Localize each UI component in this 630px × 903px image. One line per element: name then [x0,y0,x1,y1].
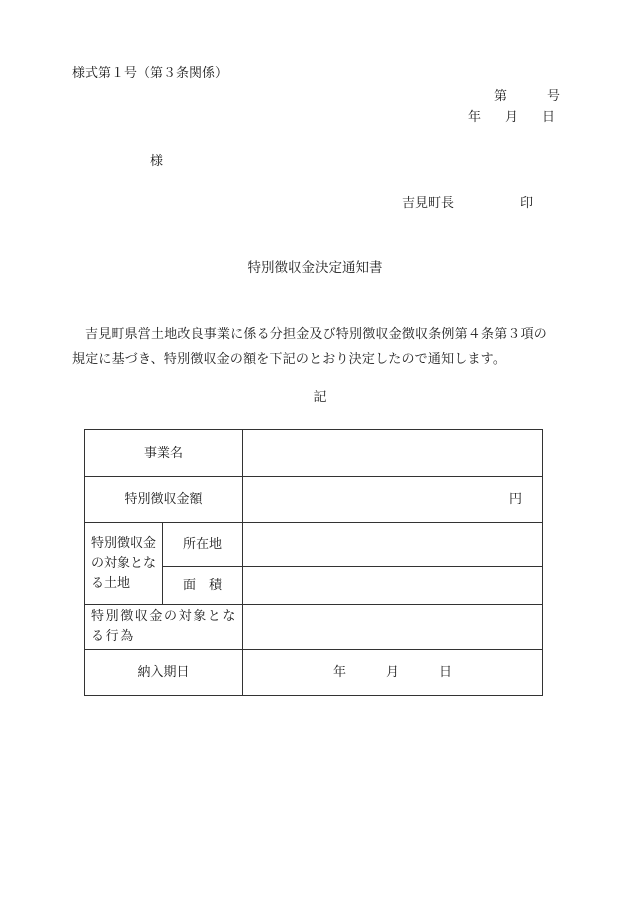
project-name-value [243,430,543,477]
table-row [85,430,543,477]
doc-number-prefix: 第 [494,89,508,104]
doc-number-suffix: 号 [547,89,561,104]
date-year: 年 [468,110,482,125]
issuer [402,197,533,210]
date-month: 月 [505,110,519,125]
area-value [243,567,543,605]
table-row [85,477,543,523]
document-title: 特別徴収金決定通知書 [247,260,383,276]
seal-mark: 印 [520,196,534,211]
issuer-title: 吉見町長 [402,196,455,211]
land-group-label: 特別徴収金の対象となる土地 [85,523,163,605]
addressee-honorific: 様 [150,154,164,169]
date-day: 日 [542,110,556,125]
due-date-value [243,650,543,696]
act-label: 特別徴収金の対象となる行為 [85,605,243,650]
table-row [85,523,543,567]
location-value [243,523,543,567]
table-row [85,650,543,696]
body-text: 吉見町県営土地改良事業に係る分担金及び特別徴収金徴収条例第４条第３項の規定に基づき、特別徴収金の額を下記のとおり決定したので通知します。 [72,327,548,367]
area-label: 面 積 [163,567,243,605]
ki-heading: 記 [313,390,327,405]
document-number [494,90,560,103]
project-name-label: 事業名 [85,430,243,477]
due-month: 月 [386,665,400,680]
document-date [468,111,555,124]
due-day: 日 [439,665,453,680]
amount-unit: 円 [243,477,543,523]
due-date-label: 納入期日 [85,650,243,696]
act-value [243,605,543,650]
table-row [85,605,543,650]
due-year: 年 [332,665,346,680]
detail-table [84,429,543,696]
location-label: 所在地 [163,523,243,567]
amount-label: 特別徴収金額 [85,477,243,523]
form-number: 様式第１号（第３条関係） [72,66,229,81]
